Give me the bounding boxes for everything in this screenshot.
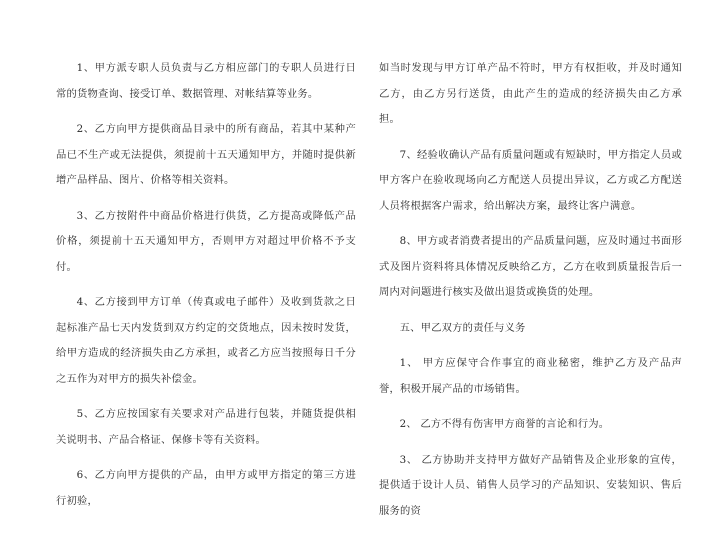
section-heading: 五、甲乙双方的责任与义务 [399,321,526,334]
clause-7: 7、经验收确认产品有质量问题或有短缺时，甲方指定人员或甲方客户在验收现场向乙方配送人员提出异议，乙方或乙方配送人员将根据客户需求，给出解决方案，最终让客户满意。 [379,148,682,212]
clause-4: 4、乙方接到甲方订单（传真或电子邮件）及收到货款之日起标准产品七天内发货到双方约定的交货地点，因未按时发货，给甲方造成的经济损失由乙方承担，或者乙方应当按照每日千分之五作为对甲方的损失补偿金。 [56,296,356,385]
right-column [379,56,682,534]
left-column [56,56,356,524]
clause-5: 5、乙方应按国家有关要求对产品进行包装，并随货提供相关说明书、产品合格证、保修卡等有关资料。 [56,408,356,446]
clause-3: 3、乙方按附件中商品价格进行供货，乙方提高或降低产品价格，须提前十五天通知甲方，否则甲方对超过甲价格不予支付。 [56,209,356,273]
clause-8: 8、甲方或者消费者提出的产品质量问题，应及时通过书面形式及图片资料将具体情况反映给乙方，乙方在收到质量报告后一周内对问题进行核实及做出退货或换货的处理。 [379,235,682,298]
clause-1: 1、甲方派专职人员负责与乙方相应部门的专职人员进行日常的货物查询、接受订单、数据管理、对帐结算等业务。 [56,62,356,100]
clause-6: 6、乙方向甲方提供的产品，由甲方或甲方指定的第三方进行初验， [56,469,356,507]
duty-2: 2、 乙方不得有伤害甲方商誉的言论和行为。 [399,418,610,430]
clause-6-continued: 如当时发现与甲方订单产品不符时，甲方有权拒收，并及时通知乙方，由乙方另行送货，由此产生的造成的经济损失由乙方承担。 [379,62,682,125]
clause-2: 2、乙方向甲方提供商品目录中的所有商品，若其中某种产品已不生产或无法提供，须提前十五天通知甲方，并随时提供新增产品样品、图片、价格等相关资料。 [56,123,356,186]
duty-3: 3、 乙方协助并支持甲方做好产品销售及企业形象的宣传，提供适于设计人员、销售人员学习的产品知识、安装知识、售后服务的资 [379,453,682,517]
duty-1: 1、 甲方应保守合作事宜的商业秘密，维护乙方及产品声誉，积极开展产品的市场销售。 [379,357,682,395]
